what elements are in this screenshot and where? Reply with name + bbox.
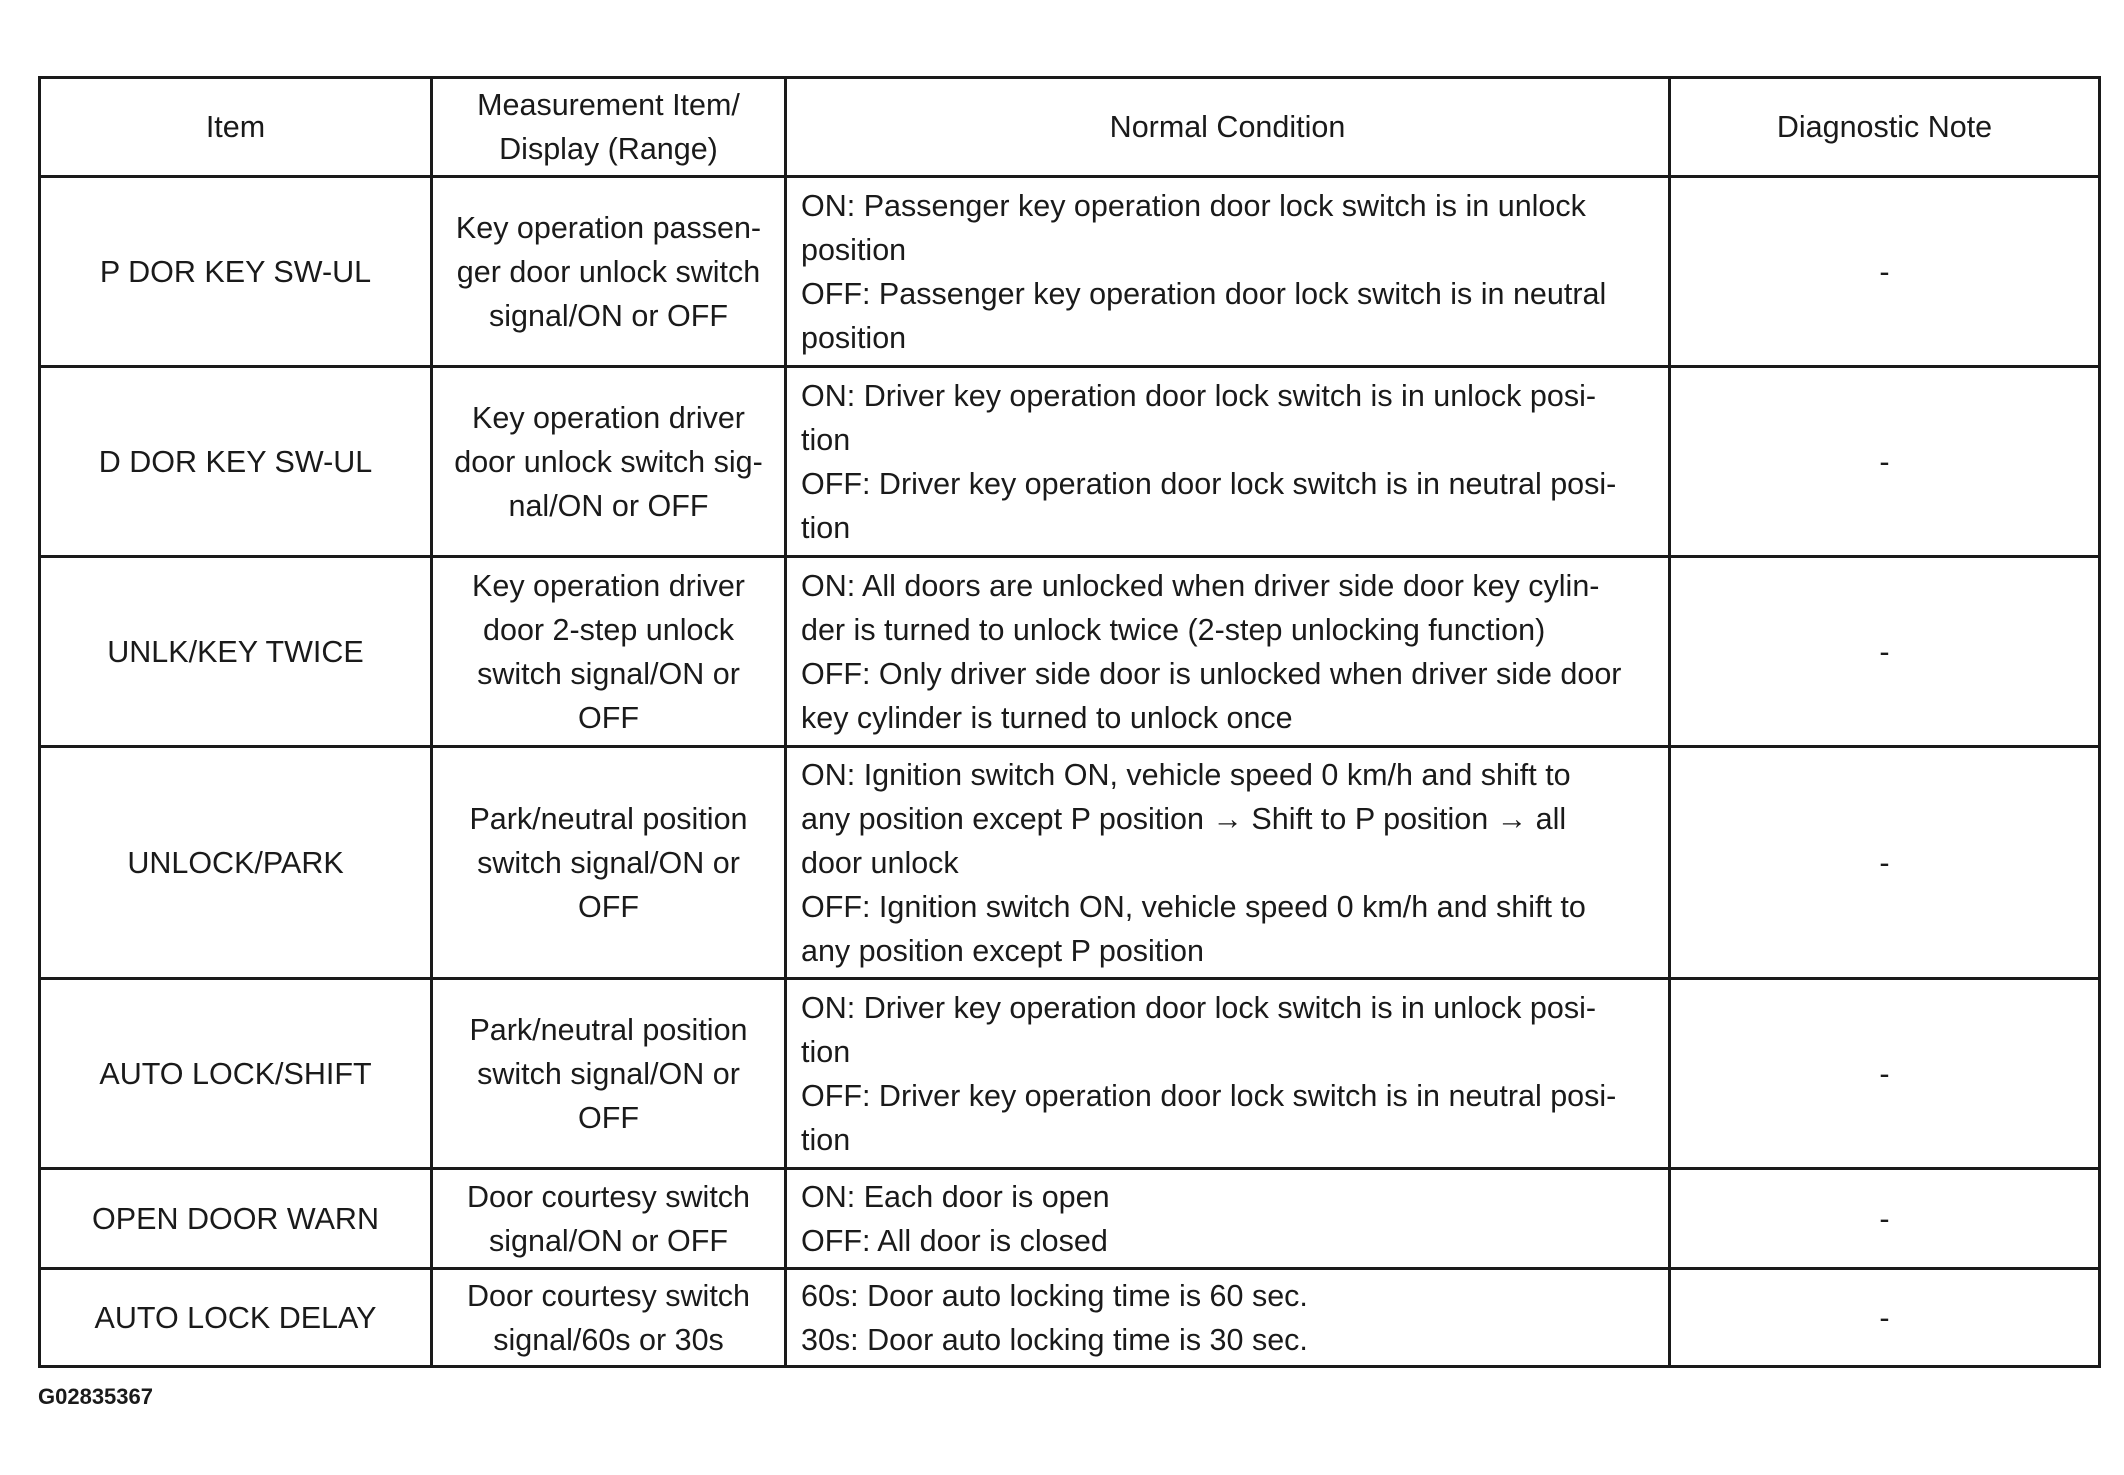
condition-line: ON: All doors are unlocked when driver side door key cylin- xyxy=(801,568,1600,603)
condition-line: position xyxy=(801,320,907,355)
measurement-line: Key operation passen- xyxy=(455,210,762,245)
cell-measurement xyxy=(432,367,786,557)
header-condition: Normal Condition xyxy=(786,78,1670,177)
measurement-line: OFF xyxy=(578,889,639,924)
data-list-table xyxy=(38,76,2101,1368)
cell-note: - xyxy=(1670,177,2100,367)
cell-condition xyxy=(786,367,1670,557)
table-row xyxy=(40,557,2100,747)
header-row xyxy=(40,78,2100,177)
measurement-line: switch signal/ON or xyxy=(477,656,740,691)
cell-item: AUTO LOCK/SHIFT xyxy=(40,979,432,1169)
cell-item: P DOR KEY SW-UL xyxy=(40,177,432,367)
condition-line: OFF: Only driver side door is unlocked when driver side door xyxy=(801,656,1622,691)
cell-condition xyxy=(786,1169,1670,1269)
cell-condition xyxy=(786,747,1670,979)
cell-note: - xyxy=(1670,557,2100,747)
cell-measurement xyxy=(432,177,786,367)
condition-line: 60s: Door auto locking time is 60 sec. xyxy=(801,1278,1308,1313)
table-row xyxy=(40,979,2100,1169)
table-row xyxy=(40,747,2100,979)
measurement-line: Door courtesy switch xyxy=(466,1179,751,1214)
condition-line: ON: Driver key operation door lock switch is in unlock posi- xyxy=(801,990,1596,1025)
condition-line: tion xyxy=(801,1034,851,1069)
header-note: Diagnostic Note xyxy=(1670,78,2100,177)
condition-line: ON: Driver key operation door lock switch is in unlock posi- xyxy=(801,378,1596,413)
cell-item: UNLOCK/PARK xyxy=(40,747,432,979)
measurement-line: Key operation driver xyxy=(472,568,745,603)
condition-line: OFF: Driver key operation door lock switch is in neutral posi- xyxy=(801,1078,1617,1113)
condition-line: key cylinder is turned to unlock once xyxy=(801,700,1293,735)
condition-line: der is turned to unlock twice (2-step unlocking function) xyxy=(801,612,1546,647)
cell-measurement xyxy=(432,557,786,747)
cell-measurement xyxy=(432,747,786,979)
figure-id: G02835367 xyxy=(38,1384,153,1409)
cell-condition xyxy=(786,979,1670,1169)
cell-note: - xyxy=(1670,1169,2100,1269)
cell-item: AUTO LOCK DELAY xyxy=(40,1269,432,1367)
table-body xyxy=(40,177,2100,1367)
condition-line: tion xyxy=(801,1122,851,1157)
measurement-line: switch signal/ON or xyxy=(477,1056,740,1091)
condition-line: ON: Each door is open xyxy=(801,1179,1110,1214)
cell-condition xyxy=(786,557,1670,747)
measurement-line: OFF xyxy=(578,1100,639,1135)
cell-note: - xyxy=(1670,979,2100,1169)
measurement-line: nal/ON or OFF xyxy=(508,488,709,523)
measurement-line: door unlock switch sig- xyxy=(454,444,763,479)
cell-measurement xyxy=(432,1269,786,1367)
condition-line: ON: Ignition switch ON, vehicle speed 0 km/h and shift to xyxy=(801,757,1571,792)
measurement-line: ger door unlock switch xyxy=(456,254,761,289)
header-measurement xyxy=(432,78,786,177)
measurement-line: signal/ON or OFF xyxy=(489,298,728,333)
condition-line: door unlock xyxy=(801,845,959,880)
measurement-line: door 2-step unlock xyxy=(483,612,734,647)
cell-note: - xyxy=(1670,1269,2100,1367)
table-row xyxy=(40,1269,2100,1367)
header-item: Item xyxy=(40,78,432,177)
header-measurement-line: Measurement Item/ xyxy=(477,88,740,122)
condition-line: 30s: Door auto locking time is 30 sec. xyxy=(801,1322,1308,1357)
condition-line: any position except P position xyxy=(801,933,1204,968)
table-row xyxy=(40,177,2100,367)
measurement-line: Key operation driver xyxy=(472,400,745,435)
table-row xyxy=(40,1169,2100,1269)
condition-line: OFF: Ignition switch ON, vehicle speed 0 km/h and shift to xyxy=(801,889,1586,924)
measurement-line: Door courtesy switch xyxy=(466,1278,751,1313)
cell-item: UNLK/KEY TWICE xyxy=(40,557,432,747)
measurement-line: signal/ON or OFF xyxy=(489,1223,728,1258)
condition-line: any position except P position → Shift to P position → all xyxy=(801,801,1567,836)
measurement-line: switch signal/ON or xyxy=(477,845,740,880)
cell-measurement xyxy=(432,1169,786,1269)
condition-line: position xyxy=(801,232,907,267)
condition-line: OFF: Driver key operation door lock switch is in neutral posi- xyxy=(801,466,1617,501)
cell-item: OPEN DOOR WARN xyxy=(40,1169,432,1269)
header-measurement-line: Display (Range) xyxy=(499,132,718,166)
condition-line: OFF: Passenger key operation door lock switch is in neutral xyxy=(801,276,1607,311)
condition-line: tion xyxy=(801,422,851,457)
cell-condition xyxy=(786,1269,1670,1367)
cell-measurement xyxy=(432,979,786,1169)
measurement-line: Park/neutral position xyxy=(469,801,748,836)
cell-item: D DOR KEY SW-UL xyxy=(40,367,432,557)
measurement-line: Park/neutral position xyxy=(469,1012,748,1047)
cell-condition xyxy=(786,177,1670,367)
cell-note: - xyxy=(1670,747,2100,979)
measurement-line: OFF xyxy=(578,700,639,735)
condition-line: ON: Passenger key operation door lock switch is in unlock xyxy=(801,188,1586,223)
table-row xyxy=(40,367,2100,557)
condition-line: OFF: All door is closed xyxy=(801,1223,1108,1258)
measurement-line: signal/60s or 30s xyxy=(493,1322,724,1357)
condition-line: tion xyxy=(801,510,851,545)
cell-note: - xyxy=(1670,367,2100,557)
